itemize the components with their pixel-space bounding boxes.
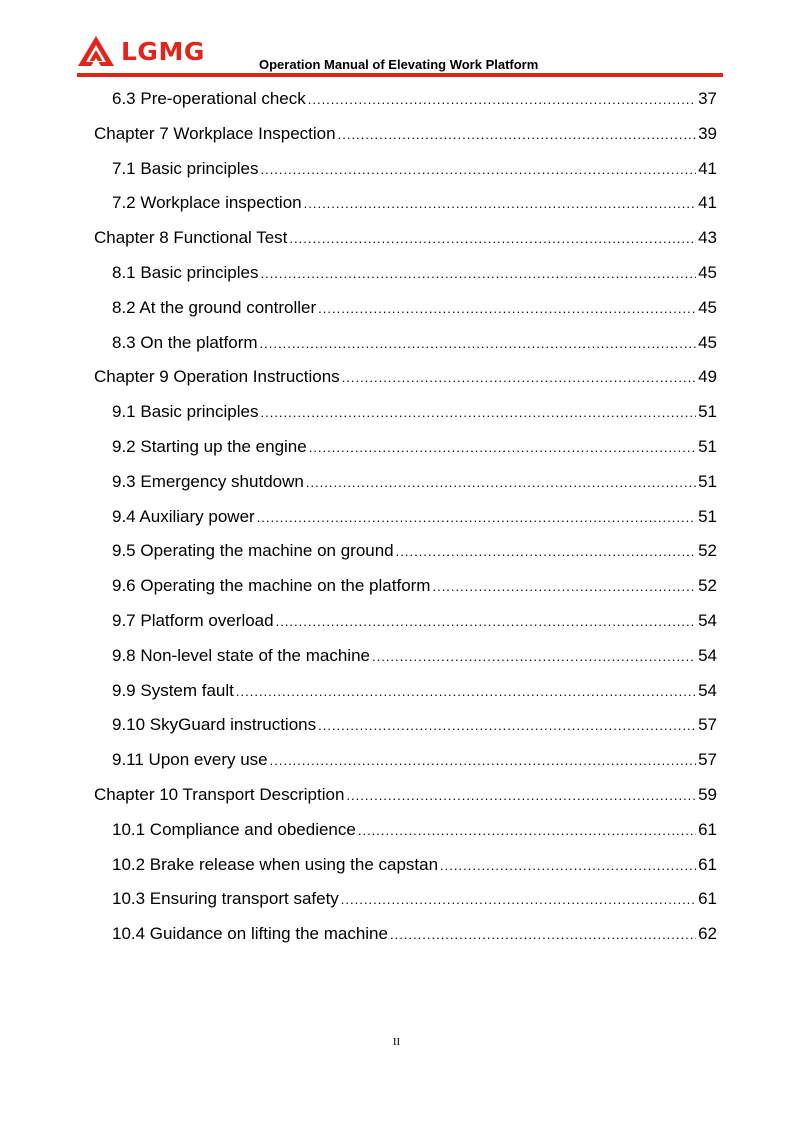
toc-leader-dots [276, 611, 696, 633]
toc-entry-label: 8.2 At the ground controller [112, 297, 317, 317]
toc-leader-dots [308, 89, 696, 111]
toc-leader-dots [260, 263, 696, 285]
toc-section-entry[interactable] [112, 297, 717, 319]
toc-entry-label: 9.3 Emergency shutdown [112, 471, 304, 491]
toc-entry-label: 9.5 Operating the machine on ground [112, 541, 394, 561]
toc-entry-page: 41 [698, 193, 717, 213]
toc-chapter-entry[interactable] [94, 227, 717, 249]
toc-entry-label: 6.3 Pre-operational check [112, 89, 306, 108]
toc-leader-dots [346, 785, 696, 807]
toc-section-entry[interactable] [112, 749, 717, 771]
toc-section-entry[interactable] [112, 88, 717, 110]
toc-leader-dots [306, 472, 696, 494]
toc-leader-dots [289, 228, 696, 250]
toc-leader-dots [260, 333, 697, 355]
toc-leader-dots [390, 924, 696, 946]
toc-section-entry[interactable] [112, 471, 717, 493]
toc-entry-label: 10.3 Ensuring transport safety [112, 889, 339, 909]
toc-section-entry[interactable] [112, 158, 717, 180]
toc-leader-dots [432, 576, 696, 598]
toc-leader-dots [257, 507, 696, 529]
toc-chapter-entry[interactable] [94, 366, 717, 388]
toc-section-entry[interactable] [112, 575, 717, 597]
toc-leader-dots [260, 402, 696, 424]
toc-entry-page: 43 [698, 228, 717, 248]
document-title: Operation Manual of Elevating Work Platform [259, 57, 539, 72]
toc-entry-page: 45 [698, 332, 717, 352]
toc-entry-label: 7.2 Workplace inspection [112, 193, 302, 213]
toc-leader-dots [309, 437, 696, 459]
toc-entry-label: 8.1 Basic principles [112, 263, 259, 282]
toc-leader-dots [440, 855, 696, 877]
toc-entry-label: 9.9 System fault [112, 680, 234, 700]
toc-leader-dots [358, 820, 696, 842]
page-header [77, 34, 723, 78]
toc-chapter-entry[interactable] [94, 123, 717, 145]
toc-leader-dots [372, 646, 696, 668]
lgmg-triangle-logo-icon [77, 35, 115, 67]
toc-leader-dots [260, 159, 696, 181]
toc-section-entry[interactable] [112, 854, 717, 876]
toc-section-entry[interactable] [112, 923, 717, 945]
toc-entry-label: Chapter 8 Functional Test [94, 228, 288, 248]
toc-entry-label: 10.1 Compliance and obedience [112, 819, 356, 839]
toc-entry-label: 9.7 Platform overload [112, 611, 274, 630]
brand-logo [77, 34, 205, 68]
header-divider [77, 73, 723, 77]
toc-section-entry[interactable] [112, 645, 717, 667]
toc-entry-page: 37 [698, 89, 717, 108]
toc-section-entry[interactable] [112, 714, 717, 736]
toc-leader-dots [304, 193, 696, 215]
toc-entry-label: 9.10 SkyGuard instructions [112, 715, 317, 735]
toc-entry-label: Chapter 7 Workplace Inspection [94, 123, 336, 143]
toc-section-entry[interactable] [112, 680, 717, 702]
toc-entry-page: 62 [698, 924, 717, 944]
page-number: II [392, 1036, 401, 1048]
toc-entry-page: 57 [698, 750, 717, 770]
toc-entry-label: 8.3 On the platform [112, 332, 258, 352]
toc-entry-label: Chapter 9 Operation Instructions [94, 367, 340, 387]
toc-entry-label: 9.8 Non-level state of the machine [112, 645, 370, 665]
toc-entry-page: 51 [698, 471, 717, 491]
toc-section-entry[interactable] [112, 819, 717, 841]
toc-section-entry[interactable] [112, 192, 717, 214]
toc-entry-page: 54 [698, 680, 717, 700]
toc-section-entry[interactable] [112, 332, 717, 354]
toc-section-entry[interactable] [112, 540, 717, 562]
toc-entry-page: 57 [698, 715, 717, 735]
brand-name: LGMG [121, 36, 205, 66]
toc-entry-label: 7.1 Basic principles [112, 158, 259, 178]
toc-entry-page: 51 [698, 506, 717, 526]
toc-entry-label: 9.1 Basic principles [112, 402, 259, 422]
toc-entry-page: 51 [698, 402, 717, 422]
toc-leader-dots [341, 889, 696, 911]
toc-section-entry[interactable] [112, 401, 717, 423]
toc-entry-label: Chapter 10 Transport Description [94, 785, 345, 804]
toc-entry-label: 9.6 Operating the machine on the platform [112, 576, 431, 596]
toc-entry-page: 45 [698, 297, 717, 317]
toc-entry-label: 9.11 Upon every use [112, 750, 268, 770]
toc-entry-page: 45 [698, 263, 717, 282]
toc-entry-label: 10.4 Guidance on lifting the machine [112, 924, 388, 944]
toc-entry-page: 61 [698, 854, 717, 874]
toc-section-entry[interactable] [112, 506, 717, 528]
toc-leader-dots [396, 541, 696, 563]
toc-entry-page: 59 [698, 785, 717, 804]
toc-entry-page: 41 [698, 158, 717, 178]
toc-entry-page: 49 [698, 367, 717, 387]
toc-section-entry[interactable] [112, 888, 717, 910]
toc-section-entry[interactable] [112, 610, 717, 632]
toc-entry-page: 61 [698, 889, 717, 909]
toc-section-entry[interactable] [112, 436, 717, 458]
toc-entry-label: 10.2 Brake release when using the capstan [112, 854, 439, 874]
toc-entry-label: 9.4 Auxiliary power [112, 506, 255, 526]
toc-entry-page: 52 [698, 541, 717, 561]
toc-leader-dots [270, 750, 696, 772]
toc-chapter-entry[interactable] [94, 784, 717, 806]
toc-entry-label: 9.2 Starting up the engine [112, 437, 307, 456]
toc-entry-page: 54 [698, 611, 717, 630]
toc-leader-dots [318, 715, 696, 737]
toc-entry-page: 51 [698, 437, 717, 456]
toc-entry-page: 52 [698, 576, 717, 596]
toc-leader-dots [318, 298, 696, 320]
toc-entry-page: 61 [698, 819, 717, 839]
toc-leader-dots [342, 367, 696, 389]
toc-leader-dots [236, 681, 696, 703]
toc-entry-page: 54 [698, 645, 717, 665]
toc-leader-dots [338, 124, 696, 146]
toc-entry-page: 39 [698, 123, 717, 143]
toc-section-entry[interactable] [112, 262, 717, 284]
